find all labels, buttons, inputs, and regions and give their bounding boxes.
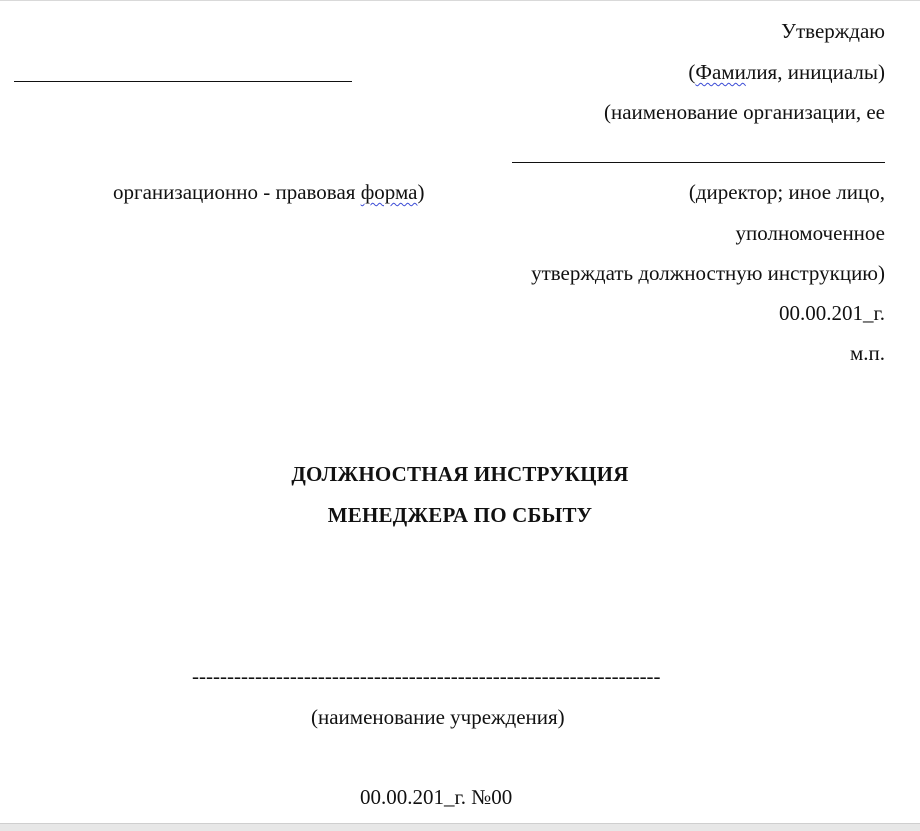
signature-line — [14, 81, 352, 82]
document-title-line2: МЕНЕДЖЕРА ПО СБЫТУ — [327, 503, 593, 527]
institution-label: (наименование учреждения) — [311, 705, 565, 729]
approve-label: Утверждаю — [781, 19, 885, 43]
stamp-place: м.п. — [849, 341, 885, 365]
authorized-action-label: утверждать должностную инструкцию) — [531, 261, 885, 285]
surname-initials-label: (Фамилия, инициалы) — [688, 60, 885, 84]
director-label: (директор; иное лицо, — [688, 180, 885, 204]
document-title-line1: ДОЛЖНОСТНАЯ ИНСТРУКЦИЯ — [291, 462, 629, 486]
authorized-label: уполномоченное — [735, 221, 885, 245]
approval-date: 00.00.201_г. — [779, 301, 885, 325]
date-and-number: 00.00.201_г. №00 — [360, 785, 513, 809]
org-name-line — [512, 162, 885, 163]
org-form-label: организационно - правовая форма) — [113, 180, 425, 204]
org-name-label: (наименование организации, ее — [603, 100, 885, 124]
institution-dashes: ------------------------------------------------------------------- — [192, 664, 661, 688]
